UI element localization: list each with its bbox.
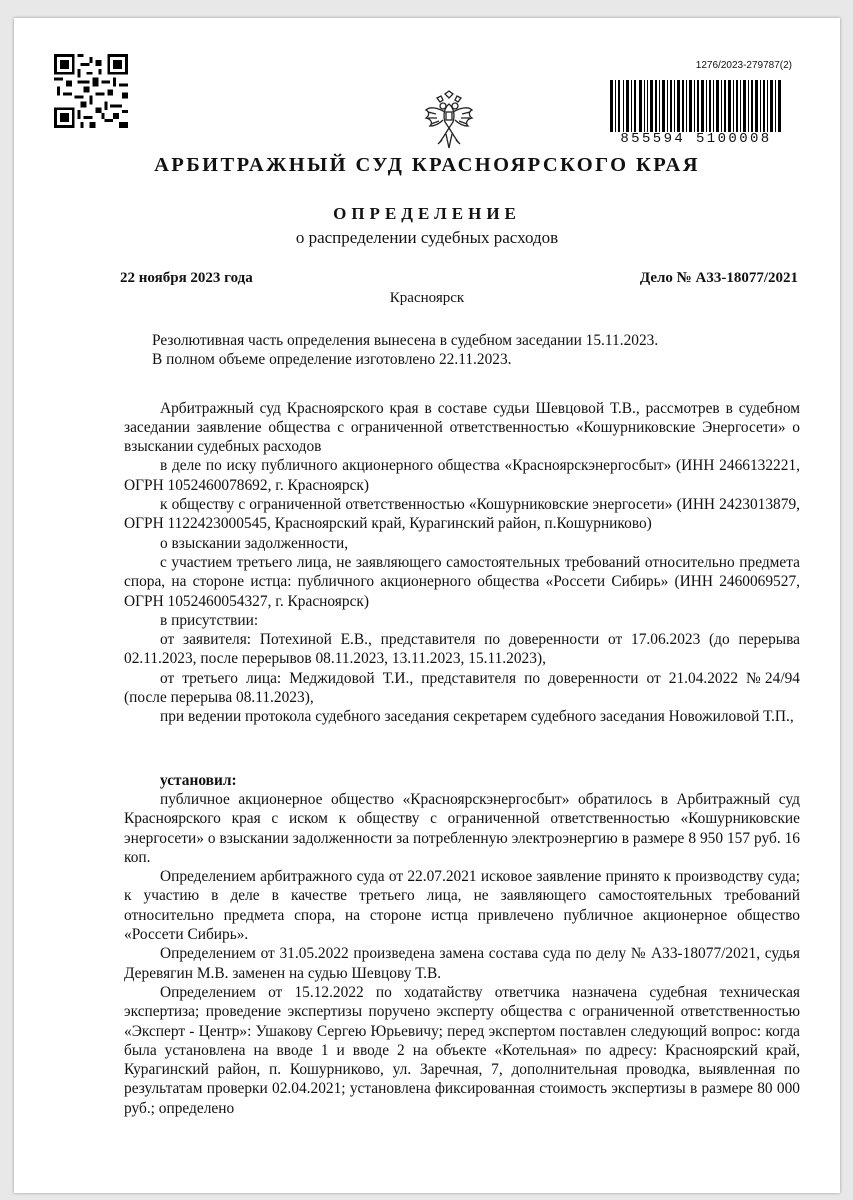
composition-paragraph: в присутствии: (160, 611, 259, 629)
qr-code-icon (54, 54, 128, 128)
intro-paragraph: В полном объеме определение изготовлено 22.11.2023. (152, 351, 512, 369)
composition-paragraph: Арбитражный суд Красноярского края в составе судьи Шевцовой Т.В., рассмотрев в судебном заседании заявление общества с ограниченной ответственностью «Кошурниковские Энергосети» о взыскании судебных расходов (124, 399, 800, 456)
case-number: Дело № А33-18077/2021 (639, 270, 798, 286)
composition-paragraph: в деле по иску публичного акционерного общества «Красноярскэнергосбыт» (ИНН 2466132221, ОГРН 1052460078692, г. Красноярск) (124, 457, 800, 494)
coat-of-arms-icon (424, 90, 474, 152)
document-body (124, 331, 800, 1118)
established-paragraph: Определением от 15.12.2022 по ходатайству ответчика назначена судебная техническая экспертиза; проведение экспертизы поручено эксперту общества с ограниченной ответственностью «Эксперт - Центр»: Ушакову Сергею Юрьевичу; перед экспертом поставлен следующий вопрос: когда была установлена на вводе 1 и вводе 2 на объекте «Котельная» по адресу: Красноярский край, Курагинский район, п. Кошурниково, ул. Заречная, 7, дополнительная проводка, выявленная по результатам проверки 02.04.2021; установлена фиксированная стоимость экспертизы в размере 80 000 руб.; определено (124, 983, 800, 1117)
document-date: 22 ноября 2023 года (120, 270, 253, 286)
city: Красноярск (389, 290, 465, 306)
established-paragraph: публичное акционерное общество «Красноярскэнергосбыт» обратилось в Арбитражный суд Красноярского края с иском к обществу с ограниченной ответственностью «Кошурниковские энергосети» о взыскании задолженности за потребленную электроэнергию в размере 8 950 157 руб. 16 коп. (124, 790, 800, 866)
established-paragraph: Определением арбитражного суда от 22.07.2021 исковое заявление принято к производству суда; к участию в деле в качестве третьего лица, не заявляющего самостоятельных требований относительно предмета спора, на стороне истца привлечено публичное акционерное общество «Россети Сибирь». (124, 868, 800, 944)
established-paragraph: Определением от 31.05.2022 произведена замена состава суда по делу № А33-18077/2021, судья Деревягин М.В. заменен на судью Шевцову Т.В. (124, 945, 800, 982)
section-heading-established: установил: (160, 771, 237, 789)
document-registration-code: 1276/2023-279787(2) (695, 60, 792, 71)
document-type: ОПРЕДЕЛЕНИЕ (333, 204, 521, 223)
document-page (14, 18, 840, 1193)
composition-paragraph: от заявителя: Потехиной Е.В., представителя по доверенности от 17.06.2023 (до перерыва 02.11.2023, после перерывов 08.11.2023, 13.11.2023, 15.11.2023), (124, 631, 800, 668)
barcode-number: 855594 5100008 (606, 132, 786, 146)
court-name: АРБИТРАЖНЫЙ СУД КРАСНОЯРСКОГО КРАЯ (154, 154, 700, 176)
intro-paragraph: Резолютивная часть определения вынесена в судебном заседании 15.11.2023. (152, 332, 659, 349)
composition-paragraph: к обществу с ограниченной ответственностью «Кошурниковские энергосети» (ИНН 2423013879, ОГРН 1122423000545, Красноярский край, Курагинский район, п.Кошурниково) (124, 496, 800, 533)
composition-paragraph: с участием третьего лица, не заявляющего самостоятельных требований относительно предмета спора, на стороне истца: публичного акционерного общества «Россети Сибирь» (ИНН 2460069527, ОГРН 1052460054327, г. Красноярск) (124, 553, 800, 610)
composition-paragraph: при ведении протокола судебного заседания секретарем судебного заседания Новожиловой Т.П., (160, 708, 794, 726)
composition-paragraph: о взыскании задолженности, (160, 534, 349, 552)
document-subtitle: о распределении судебных расходов (295, 228, 559, 247)
composition-paragraph: от третьего лица: Меджидовой Т.И., представителя по доверенности от 21.04.2022 №24/94 (после перерыва 08.11.2023), (124, 669, 800, 707)
